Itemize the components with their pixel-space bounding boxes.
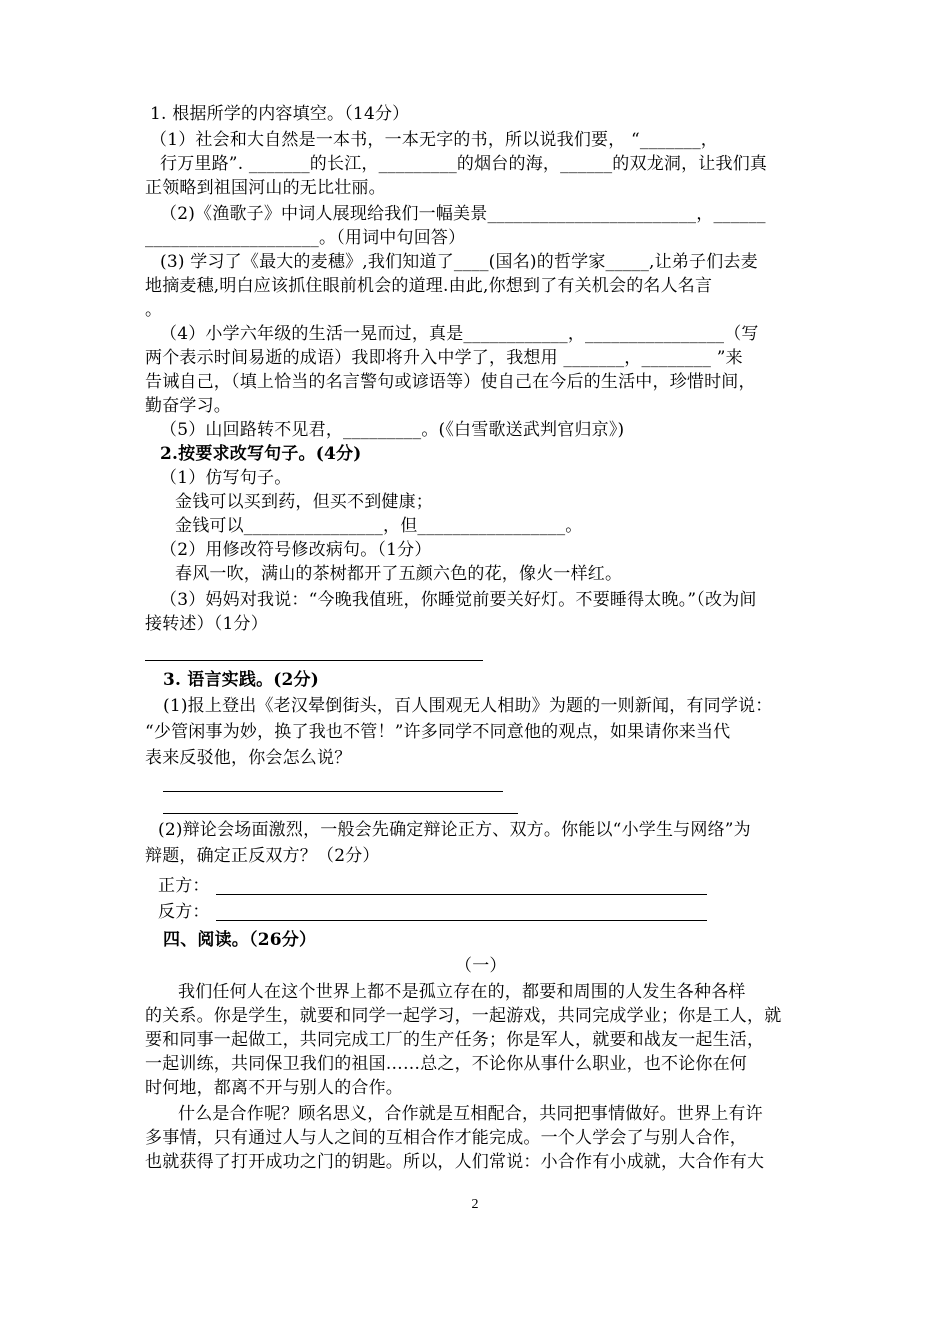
s1-q2-line-2: ____________________。（用词中句回答）: [145, 228, 466, 248]
pro-side-answer-line: [216, 894, 707, 895]
reading-p1-line-1: 我们任何人在这个世界上都不是孤立存在的，都要和周围的人发生各种各样: [178, 982, 746, 1002]
con-side-answer-line: [216, 920, 707, 921]
answer-line: [163, 813, 518, 814]
s1-q1-line-1: （1）社会和大自然是一本书，一本无字的书，所以说我们要， “_______，: [150, 130, 719, 150]
section-2-title: 2.按要求改写句子。(4分): [160, 444, 362, 464]
con-side-label: 反方：: [158, 902, 210, 922]
s1-q1-line-2: 行万里路”. _______的长江，_________的烟台的海，______的双龙洞，让我们真: [160, 154, 768, 174]
pro-side-label: 正方：: [158, 876, 210, 896]
s1-q3-line-3: 。: [145, 300, 163, 320]
s3-q1-line-1: (1)报上登出《老汉晕倒街头，百人围观无人相助》为题的一则新闻，有同学说：: [163, 696, 773, 716]
page-number: 2: [471, 1197, 479, 1212]
section-1-title: 1. 根据所学的内容填空。（14分）: [150, 104, 410, 124]
answer-line: [145, 660, 483, 661]
s1-q5-line-1: （5）山回路转不见君，_________。(《白雪歌送武判官归京》): [160, 420, 625, 440]
s2-q1-label: （1）仿写句子。: [160, 468, 292, 488]
s2-q3-line-2: 接转述）（1分）: [145, 614, 268, 634]
answer-line: [163, 791, 503, 792]
section-3-title: 3. 语言实践。(2分): [163, 670, 319, 690]
s1-q4-line-1: （4）小学六年级的生活一晃而过，真是____________，________________（写: [160, 324, 759, 344]
reading-p2-line-3: 也就获得了打开成功之门的钥匙。所以，人们常说：小合作有小成就，大合作有大: [145, 1152, 765, 1172]
reading-p2-line-1: 什么是合作呢？顾名思义，合作就是互相配合，共同把事情做好。世界上有许: [178, 1104, 763, 1124]
s3-q1-line-3: 表来反驳他，你会怎么说？: [145, 748, 352, 768]
s3-q2-line-2: 辩题，确定正反双方？（2分）: [145, 846, 380, 866]
reading-p1-line-4: 一起训练，共同保卫我们的祖国……总之，不论你从事什么职业，也不论你在何: [145, 1054, 747, 1074]
section-4-title: 四、阅读。（26分）: [163, 930, 317, 950]
reading-p1-line-5: 时何地，都离不开与别人的合作。: [145, 1078, 403, 1098]
s1-q4-line-3: 告诫自己，（填上恰当的名言警句或谚语等）使自己在今后的生活中，珍惜时间，: [145, 372, 756, 392]
s2-q1-blank: 金钱可以________________，但_________________。: [175, 516, 583, 536]
s1-q4-line-2: 两个表示时间易逝的成语）我即将升入中学了，我想用 _______，________ ”来: [145, 348, 743, 368]
reading-p1-line-2: 的关系。你是学生，就要和同学一起学习，一起游戏，共同完成学业；你是工人，就: [145, 1006, 782, 1026]
reading-p2-line-2: 多事情，只有通过人与人之间的互相合作才能完成。一个人学会了与别人合作，: [145, 1128, 747, 1148]
reading-subtitle: （一）: [455, 956, 507, 976]
s1-q4-line-4: 勤奋学习。: [145, 396, 231, 416]
s2-q1-example: 金钱可以买到药，但买不到健康；: [175, 492, 433, 512]
s3-q1-line-2: “少管闲事为妙，换了我也不管！”许多同学不同意他的观点，如果请你来当代: [145, 722, 731, 742]
reading-p1-line-3: 要和同事一起做工，共同完成工厂的生产任务；你是军人，就要和战友一起生活，: [145, 1030, 765, 1050]
s1-q3-line-1: (3) 学习了《最大的麦穗》,我们知道了____(国名)的哲学家_____,让弟子们去麦: [160, 252, 758, 272]
s1-q1-line-3: 正领略到祖国河山的无比壮丽。: [145, 178, 386, 198]
s2-q2-sentence: 春风一吹，满山的茶树都开了五颜六色的花，像火一样红。: [175, 564, 623, 584]
s1-q3-line-2: 地摘麦穗,明白应该抓住眼前机会的道理.由此,你想到了有关机会的名人名言: [145, 276, 713, 296]
s2-q2-label: （2）用修改符号修改病句。（1分）: [160, 540, 432, 560]
s3-q2-line-1: (2)辩论会场面激烈，一般会先确定辩论正方、双方。你能以“小学生与网络”为: [158, 820, 751, 840]
s2-q3-line-1: （3）妈妈对我说：“今晚我值班，你睡觉前要关好灯。不要睡得太晚。”（改为间: [160, 590, 757, 610]
s1-q2-line-1: （2)《渔歌子》中词人展现给我们一幅美景________________________，______: [160, 204, 766, 224]
